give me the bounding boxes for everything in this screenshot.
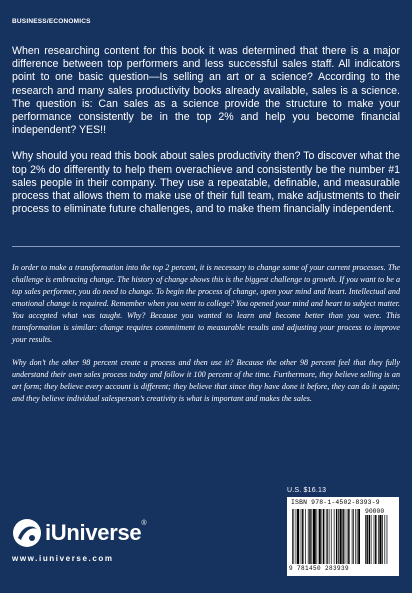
category-label: BUSINESS/ECONOMICS — [12, 18, 91, 25]
excerpt-block — [12, 262, 400, 416]
trademark-symbol: ® — [141, 520, 147, 527]
description-paragraph: Why should you read this book about sales productivity then? To discover what the top 2% do differently to help them overachieve and consistently be the number #1 sales people in their company. They use a repeatable, definable, and measurable process that allows them to make use of their full team, make adjustments to their process to eliminate future challenges, and to make them financially independent. — [12, 150, 400, 216]
price-label: U.S. $16.13 — [287, 487, 327, 494]
barcode-digits: 9 781450 283939 — [289, 565, 350, 572]
isbn-barcode — [287, 497, 399, 576]
description-paragraph: When researching content for this book it was determined that there is a major difference between top performers and less successful sales staff. All indicators point to one basic question—Is selling an art or a science? According to the research and many sales productivity books already available, sales is a science. The question is: Can sales as a science provide the structure to make your performance consistently be in the top 2% and help you become financial independent? YES!! — [12, 45, 400, 137]
price-code: 90000 — [365, 508, 385, 515]
ean-barcode-bars — [292, 509, 360, 564]
publisher-url: www.iuniverse.com — [12, 554, 114, 563]
isbn-label: ISBN 978-1-4502-8393-9 — [291, 499, 380, 506]
excerpt-paragraph: Why don’t the other 98 percent create a process and then use it? Because the other 98 percent feel that they fully understand their own sales process today and follow it 100 percent of the time. Furthermore, they believe selling is an art form; they believe every account is different; they believe that since they have done it before, they can do it again; and they believe individual salesperson’s creativity is what is important and makes the sales. — [12, 358, 400, 403]
publisher-name-text: iUniverse — [45, 520, 142, 545]
addon-barcode-bars — [365, 515, 394, 564]
excerpt-paragraph: In order to make a transformation into the top 2 percent, it is necessary to change some of your current processes. The challenge is embracing change. The history of change shows this is the biggest challenge to growth. If you want to be a top sales performer, you do need to change. To begin the process of change, open your mind and heart. Intellectual and emotional change is required. Remember when you went to college? You opened your mind and heart to subject matter. You accepted what was taught. Why? Because you wanted to learn and become better than you were. This transformation is similar: change requires commitment to measurable results and adjusting your process to improve your results. — [12, 263, 400, 344]
publisher-name — [45, 520, 146, 546]
description-block — [12, 45, 400, 229]
section-divider — [12, 246, 400, 247]
iuniverse-swoosh-icon — [12, 518, 42, 548]
publisher-logo — [12, 514, 172, 564]
